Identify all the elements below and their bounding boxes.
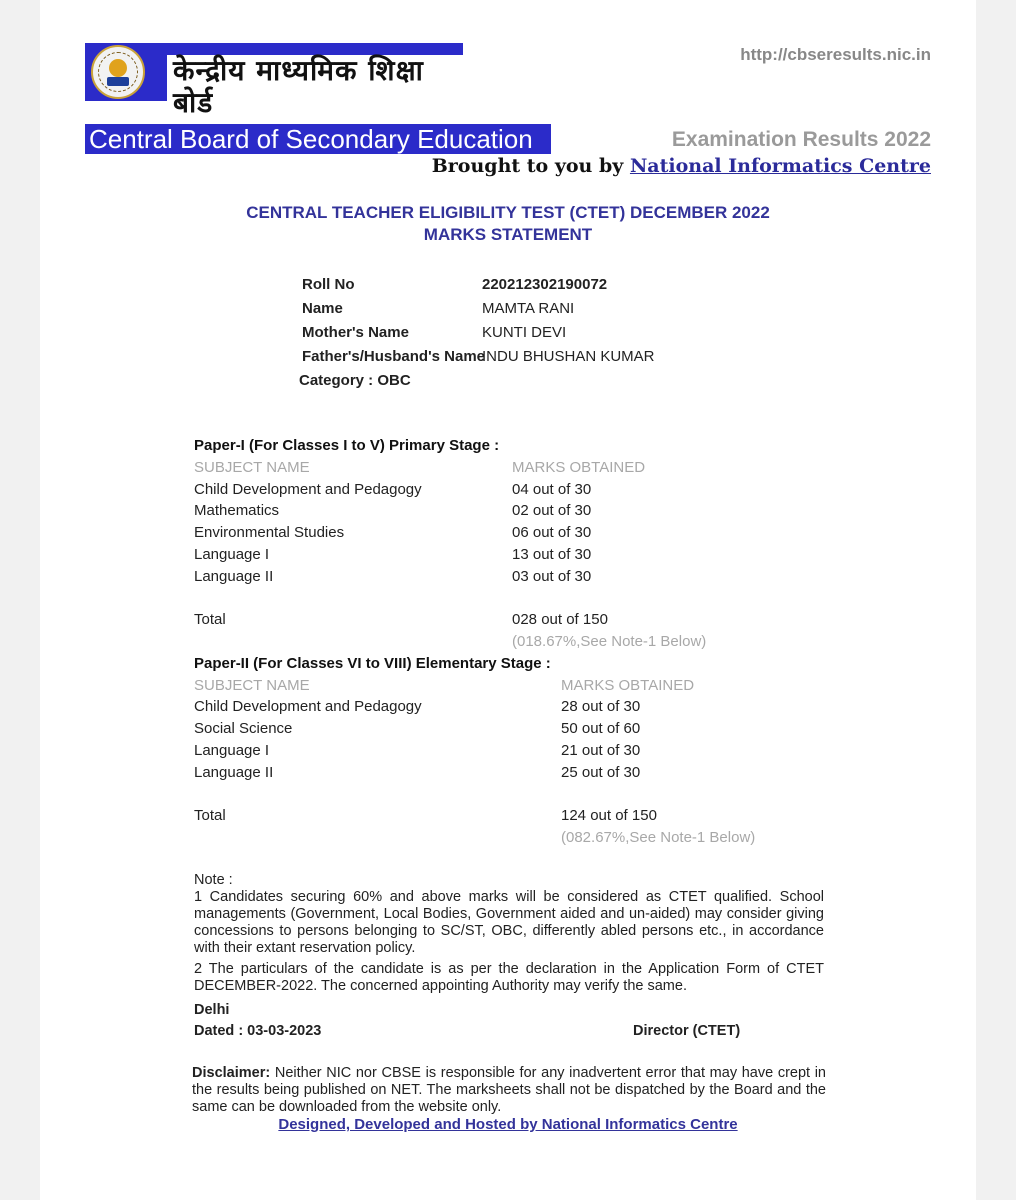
category: Category : OBC	[299, 372, 411, 389]
note-heading: Note :	[194, 872, 233, 888]
paper1-total-label: Total	[194, 611, 226, 628]
marks-statement-page	[40, 0, 976, 1200]
paper1-subject: Child Development and Pedagogy	[194, 481, 422, 498]
paper2-total-label: Total	[194, 807, 226, 824]
designed-by-link[interactable]: Designed, Developed and Hosted by National Informatics Centre	[278, 1116, 738, 1133]
paper1-col-marks: MARKS OBTAINED	[512, 459, 646, 476]
paper2-total-value: 124 out of 150	[561, 807, 657, 824]
note-2: 2 The particulars of the candidate is as per the declaration in the Application Form of CTET DECEMBER-2022. The concerned appointing Authority may verify the same.	[194, 961, 824, 994]
roll-no-label: Roll No	[302, 276, 355, 293]
statement-title: MARKS STATEMENT	[423, 225, 593, 244]
paper1-marks: 13 out of 30	[512, 546, 592, 563]
cbse-emblem-icon	[91, 45, 145, 99]
paper1-heading: Paper-I (For Classes I to V) Primary Stage :	[194, 437, 500, 454]
paper1-subject: Language II	[194, 568, 274, 585]
paper2-marks: 28 out of 30	[561, 698, 641, 715]
name-value: MAMTA RANI	[482, 300, 575, 317]
paper2-subject: Language I	[194, 742, 270, 759]
note-1: 1 Candidates securing 60% and above marks will be considered as CTET qualified. School managements (Government, Local Bodies, Government aided and un-aided) may consider giving concessions to persons belonging to SC/ST, OBC, differently abled persons etc., in accordance with their extant reservation policy.	[194, 889, 824, 956]
paper2-subject: Child Development and Pedagogy	[194, 698, 422, 715]
cbse-logo-hindi-banner	[85, 43, 463, 119]
mother-name-label: Mother's Name	[302, 324, 409, 341]
paper1-marks: 04 out of 30	[512, 481, 592, 498]
paper2-marks: 21 out of 30	[561, 742, 641, 759]
father-name-label: Father's/Husband's Name	[302, 348, 486, 365]
paper2-col-subject: SUBJECT NAME	[194, 677, 310, 694]
disclaimer-text: Neither NIC nor CBSE is responsible for any inadvertent error that may have crept in the results being published on NET. The marksheets shall not be dispatched by the Board and the same can be downloaded from the website only.	[192, 1065, 826, 1115]
results-url: http://cbseresults.nic.in	[740, 45, 931, 64]
mother-name-value: KUNTI DEVI	[482, 324, 567, 341]
paper2-marks: 25 out of 30	[561, 764, 641, 781]
place: Delhi	[194, 1002, 230, 1018]
brought-prefix: Brought to you by	[431, 155, 624, 177]
paper1-marks: 02 out of 30	[512, 502, 592, 519]
paper2-percent: (082.67%,See Note-1 Below)	[561, 829, 756, 846]
exam-title: CENTRAL TEACHER ELIGIBILITY TEST (CTET) DECEMBER 2022	[246, 203, 770, 222]
disclaimer	[192, 1065, 826, 1116]
paper2-heading: Paper-II (For Classes VI to VIII) Elementary Stage :	[194, 655, 551, 672]
hindi-board-name: केन्द्रीय माध्यमिक शिक्षा बोर्ड	[167, 55, 463, 119]
paper1-subject: Mathematics	[194, 502, 280, 519]
paper1-total-value: 028 out of 150	[512, 611, 608, 628]
roll-no-value: 220212302190072	[482, 276, 608, 293]
name-label: Name	[302, 300, 343, 317]
paper1-col-subject: SUBJECT NAME	[194, 459, 310, 476]
paper1-subject: Language I	[194, 546, 270, 563]
paper1-subject: Environmental Studies	[194, 524, 345, 541]
dated: Dated : 03-03-2023	[194, 1023, 322, 1039]
english-board-name: Central Board of Secondary Education	[85, 124, 551, 154]
paper2-subject: Language II	[194, 764, 274, 781]
director-signature-label: Director (CTET)	[633, 1023, 741, 1039]
father-name-value: INDU BHUSHAN KUMAR	[482, 348, 655, 365]
nic-link[interactable]: National Informatics Centre	[629, 155, 931, 177]
exam-results-label: Examination Results 2022	[671, 128, 931, 151]
notes	[194, 872, 824, 995]
paper2-subject: Social Science	[194, 720, 293, 737]
paper2-marks: 50 out of 60	[561, 720, 641, 737]
paper1-marks: 03 out of 30	[512, 568, 592, 585]
brought-to-you-by	[432, 155, 931, 177]
paper2-col-marks: MARKS OBTAINED	[561, 677, 695, 694]
paper1-percent: (018.67%,See Note-1 Below)	[512, 633, 707, 650]
disclaimer-label: Disclaimer:	[192, 1065, 271, 1081]
paper1-marks: 06 out of 30	[512, 524, 592, 541]
